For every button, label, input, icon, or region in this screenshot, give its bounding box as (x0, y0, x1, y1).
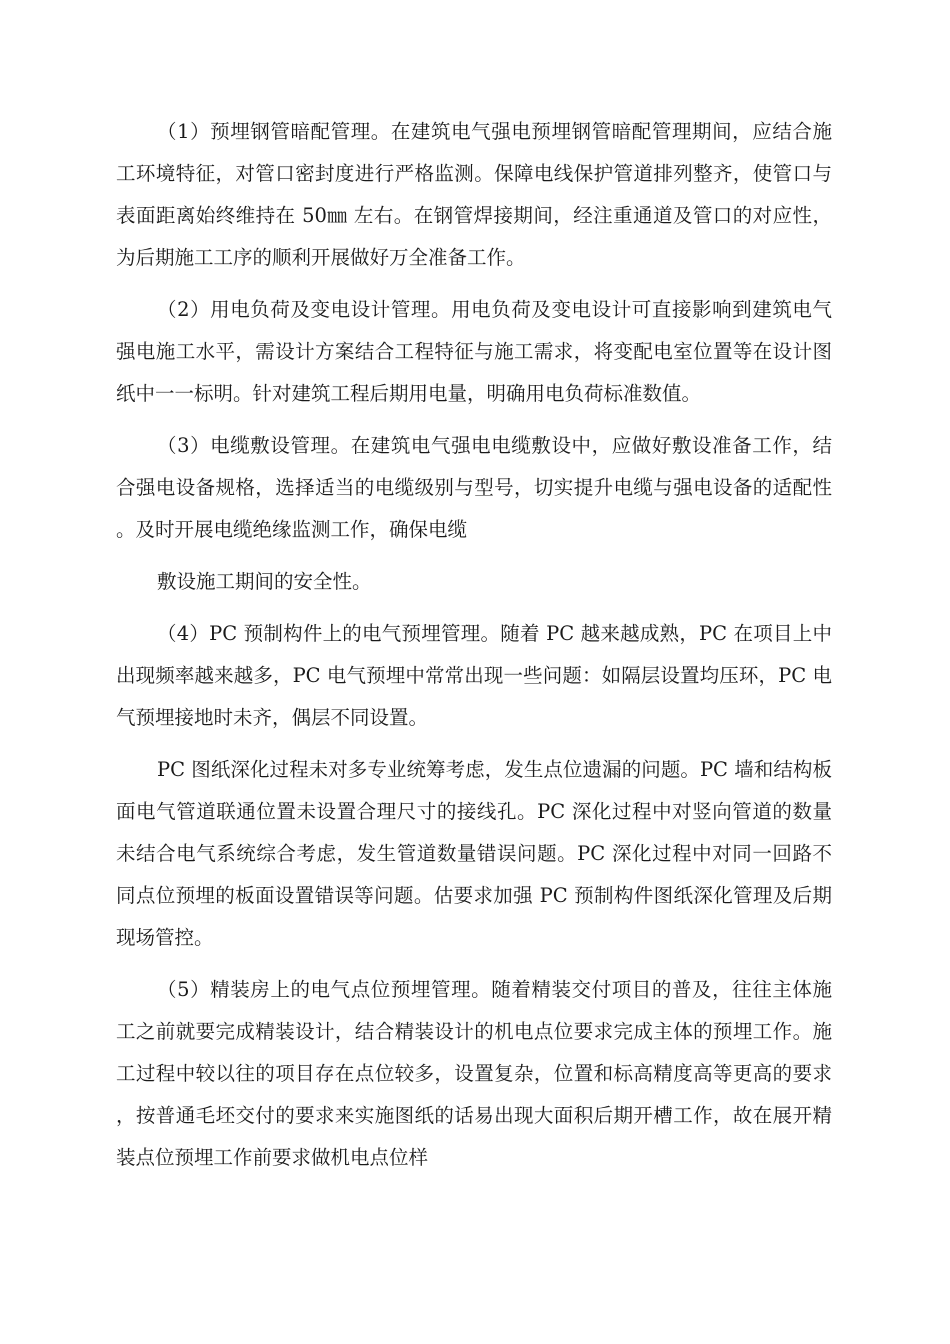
paragraph-pc-prefab-embedding: （4）PC 预制构件上的电气预埋管理。随着 PC 越来越成熟，PC 在项目上中出现频率越来越多，PC 电气预埋中常常出现一些问题：如隔层设置均压环，PC 电气预埋接地时未齐，偶层不同设置。 (116, 622, 832, 729)
document-page (116, 111, 832, 1189)
paragraph-embedded-steel-pipe: （1）预埋钢管暗配管理。在建筑电气强电预埋钢管暗配管理期间，应结合施工环境特征，对管口密封度进行严格监测。保障电线保护管道排列整齐，使管口与表面距离始终维持在 50㎜ 左右。在钢管焊接期间，经注重通道及管口的对应性，为后期施工工序的顺利开展做好万全准备工作。 (116, 120, 832, 269)
paragraph-cable-laying: （3）电缆敷设管理。在建筑电气强电电缆敷设中，应做好敷设准备工作，结合强电设备规格，选择适当的电缆级别与型号，切实提升电缆与强电设备的适配性。及时开展电缆绝缘监测工作，确保电缆 (116, 434, 832, 541)
paragraph-finished-house-points: （5）精装房上的电气点位预埋管理。随着精装交付项目的普及，往往主体施工之前就要完成精装设计，结合精装设计的机电点位要求完成主体的预埋工作。施工过程中较以往的项目存在点位较多，设置复杂，位置和标高精度高等更高的要求，按普通毛坯交付的要求来实施图纸的话易出现大面积后期开槽工作，故在展开精装点位预埋工作前要求做机电点位样 (116, 978, 832, 1169)
paragraph-pc-drawing-issues: PC 图纸深化过程未对多专业统筹考虑，发生点位遗漏的问题。PC 墙和结构板面电气管道联通位置未设置合理尺寸的接线孔。PC 深化过程中对竖向管道的数量未结合电气系统综合考虑，发生管道数量错误问题。PC 深化过程中对同一回路不同点位预埋的板面设置错误等问题。估要求加强 PC 预制构件图纸深化管理及后期现场管控。 (116, 758, 832, 949)
paragraph-cable-laying-continued: 敷设施工期间的安全性。 (157, 570, 372, 593)
paragraph-load-and-substation-design: （2）用电负荷及变电设计管理。用电负荷及变电设计可直接影响到建筑电气强电施工水平，需设计方案结合工程特征与施工需求，将变配电室位置等在设计图纸中一一标明。针对建筑工程后期用电量，明确用电负荷标准数值。 (116, 298, 832, 405)
